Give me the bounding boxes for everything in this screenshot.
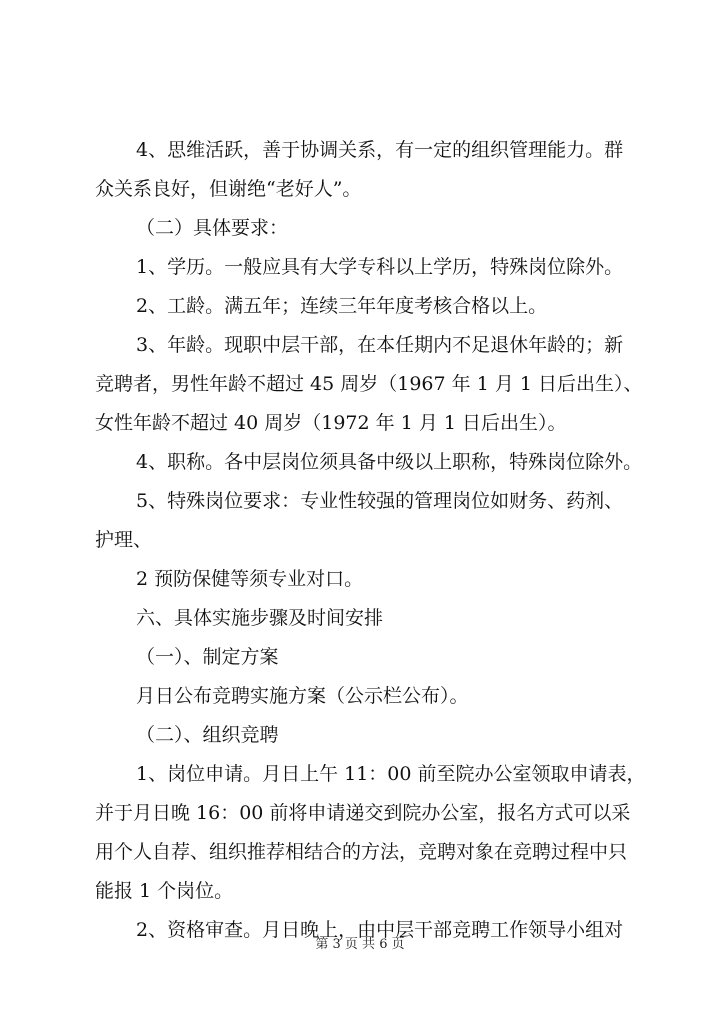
text-line: 2、工龄。满五年；连续三年年度考核合格以上。 <box>136 295 548 317</box>
text-line: 3、年龄。现职中层干部，在本任期内不足退休年龄的；新 <box>136 334 624 356</box>
text-line: 1、学历。一般应具有大学专科以上学历，特殊岗位除外。 <box>136 256 624 278</box>
text-line: 能报 1 个岗位。 <box>95 880 234 902</box>
text-line: 众关系良好，但谢绝“老好人”。 <box>95 178 362 200</box>
text-line: 护理、 <box>95 529 153 551</box>
text-line: 1、岗位申请。月日上午 11：00 前至院办公室领取申请表， <box>136 763 646 785</box>
text-line: 竞聘者，男性年龄不超过 45 周岁（1967 年 1 月 1 日后出生）、 <box>95 373 643 395</box>
text-line: 并于月日晚 16：00 前将申请递交到院办公室，报名方式可以采 <box>95 802 631 824</box>
text-line: 4、职称。各中层岗位须具备中级以上职称，特殊岗位除外。 <box>136 451 643 473</box>
section-heading: （一）、制定方案 <box>136 646 279 668</box>
text-line: 月日公布竞聘实施方案（公示栏公布）。 <box>136 685 469 707</box>
section-heading: （二）、组织竞聘 <box>136 724 279 746</box>
text-line: 用个人自荐、组织推荐相结合的方法，竞聘对象在竞聘过程中只 <box>95 841 628 863</box>
text-line: 2 预防保健等须专业对口。 <box>136 568 364 590</box>
text-line: 2、资格审查。月日晚上，由中层干部竞聘工作领导小组对 <box>136 919 624 941</box>
text-line: 5、特殊岗位要求：专业性较强的管理岗位如财务、药剂、 <box>136 490 624 512</box>
page-footer: 第 3 页 共 6 页 <box>315 937 405 952</box>
section-heading: 六、具体实施步骤及时间安排 <box>136 607 384 629</box>
text-line: 4、思维活跃，善于协调关系，有一定的组织管理能力。群 <box>136 139 624 161</box>
section-heading: （二）具体要求： <box>136 217 289 239</box>
text-line: 女性年龄不超过 40 周岁（1972 年 1 月 1 日后出生）。 <box>95 412 567 434</box>
